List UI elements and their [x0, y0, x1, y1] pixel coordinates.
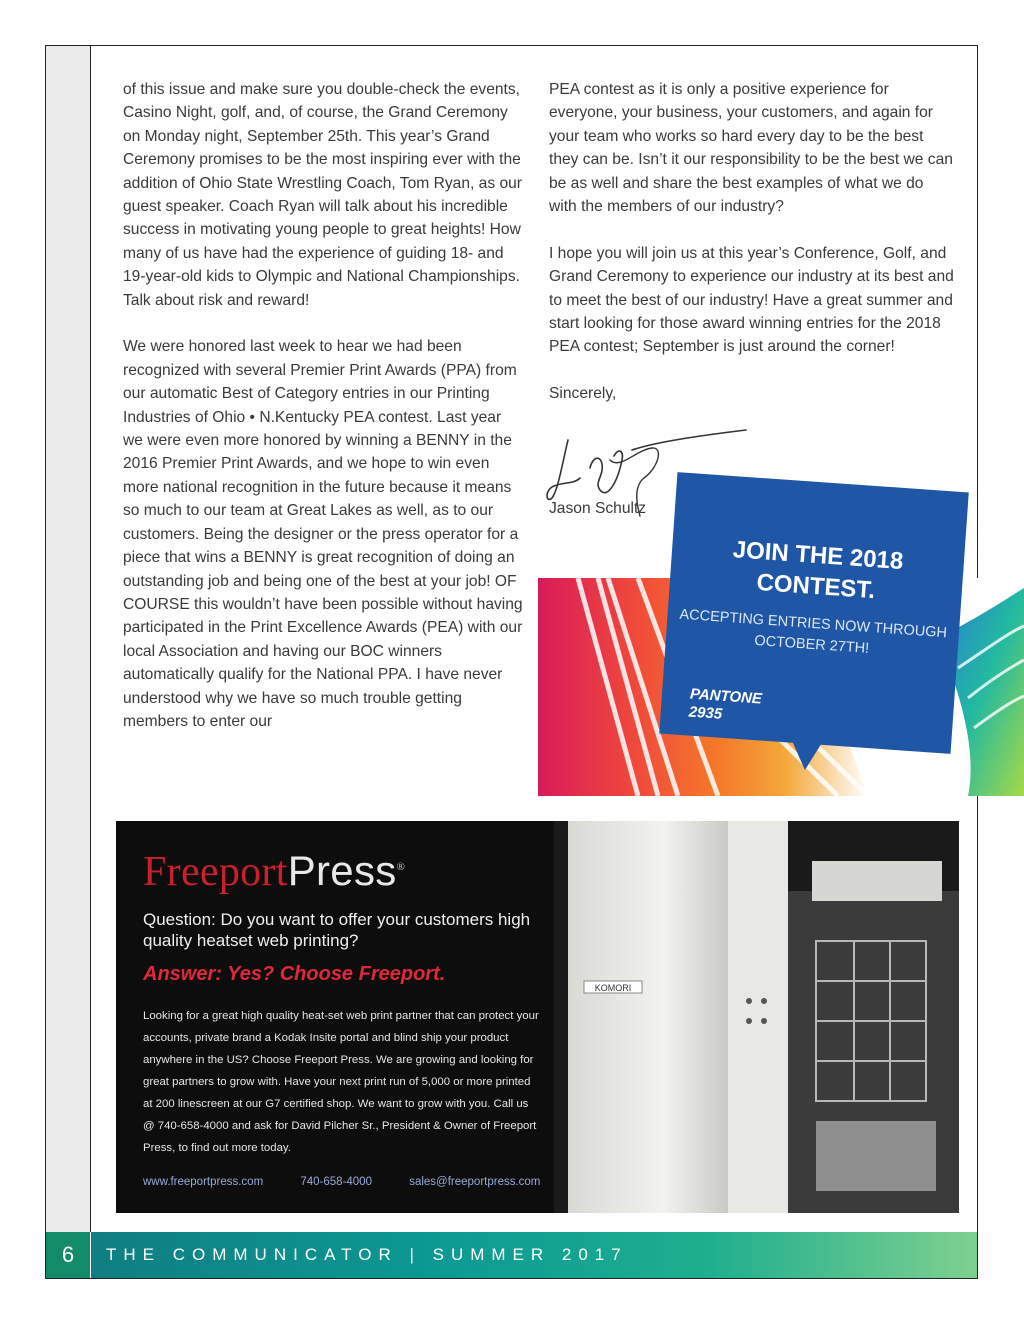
ad-contact-line: [143, 1176, 574, 1188]
page-number: 6: [46, 1232, 90, 1278]
press-brand-label: KOMORI: [594, 983, 632, 993]
signer-name: Jason Schultz: [549, 500, 647, 517]
brand-part-b: Press: [287, 847, 397, 894]
brand-part-a: Freeport: [143, 849, 288, 895]
contest-promo-box[interactable]: [659, 472, 969, 754]
pantone-label: [688, 686, 762, 727]
left-margin-bar: [46, 46, 91, 1232]
pantone-number: 2935: [688, 703, 723, 723]
registered-mark: ®: [396, 861, 406, 873]
ad-phone: 740-658-4000: [300, 1176, 372, 1188]
letter-paragraph: I hope you will join us at this year’s Conference, Golf, and Grand Ceremony to experience our industry at its best and to meet the best of our industry! Have a great summer and start looking for those award winning entries for the 2018 PEA contest; September is just around the corner!: [549, 244, 954, 356]
letter-paragraph: We were honored last week to hear we had been recognized with several Premier Print Awards (PPA) from our automatic Best of Category entries in our Printing Industries of Ohio • N.Kentucky PEA contest. Last year we were even more honored by winning a BENNY in the 2016 Premier Print Awards, and we hope to win even more national recognition in the future because it means so much to our team at Great Lakes as well, as to our customers. Being the designer or the press operator for a piece that wins a BENNY is great recognition of doing an outstanding job and being one of the best at your job! OF COURSE this wouldn’t have been possible without having participated in the Print Excellence Awards (PEA) with our local Association and having our BOC winners automatically qualify for the National PPA. I have never understood why we have so much trouble getting members to enter our: [123, 338, 523, 730]
ad-question: Question: Do you want to offer your customers high quality heatset web printing?: [143, 910, 531, 950]
publication-title: THE COMMUNICATOR | SUMMER 2017: [106, 1245, 628, 1264]
letter-column-right: [549, 78, 954, 429]
contest-headline: JOIN THE 2018 CONTEST.: [731, 536, 905, 605]
letter-column-left: [123, 78, 523, 757]
ad-answer: Answer: Yes? Choose Freeport.: [143, 963, 446, 985]
page-footer: [46, 1232, 977, 1278]
promo-pointer: [789, 739, 823, 771]
letter-paragraph: PEA contest as it is only a positive experience for everyone, your business, your customers, and again for your team who works so hard every day to be the best they can be. Isn’t it our responsibility to be the best we can be as well and share the best examples of what we do with the members of our industry?: [549, 81, 953, 216]
letter-paragraph: of this issue and make sure you double-check the events, Casino Night, golf, and, of course, the Grand Ceremony on Monday night, September 25th. This year’s Grand Ceremony promises to be the most inspiring ever with the addition of Ohio State Wrestling Coach, Tom Ryan, as our guest speaker. Coach Ryan will talk about his incredible success in motivating young people to great heights! How many of us have had the experience of guiding 18- and 19-year-old kids to Olympic and National Championships. Talk about risk and reward!: [123, 81, 523, 309]
printing-press-image: [554, 821, 959, 1213]
ad-website-link[interactable]: www.freeportpress.com: [143, 1176, 264, 1188]
freeport-press-ad[interactable]: [116, 821, 959, 1213]
pantone-label-word: PANTONE: [689, 685, 763, 708]
ad-email-link[interactable]: sales@freeportpress.com: [409, 1176, 541, 1188]
freeport-logo: [143, 847, 405, 896]
ad-body: Looking for a great high quality heat-set web print partner that can protect your accounts, private brand a Kodak Insite portal and blind ship your product anywhere in the US? Choose Freeport Press. We are growing and looking for great partners to grow with. Have your next print run of 5,000 or more printed at 200 linescreen at our G7 certified shop. We want to grow with you. Call us @ 740-658-4000 and ask for David Pilcher Sr., President & Owner of Freeport Press, to find out more today.: [143, 1010, 539, 1154]
contest-subline: ACCEPTING ENTRIES NOW THROUGH OCTOBER 27TH!: [679, 606, 948, 657]
letter-closing: Sincerely,: [549, 385, 617, 403]
